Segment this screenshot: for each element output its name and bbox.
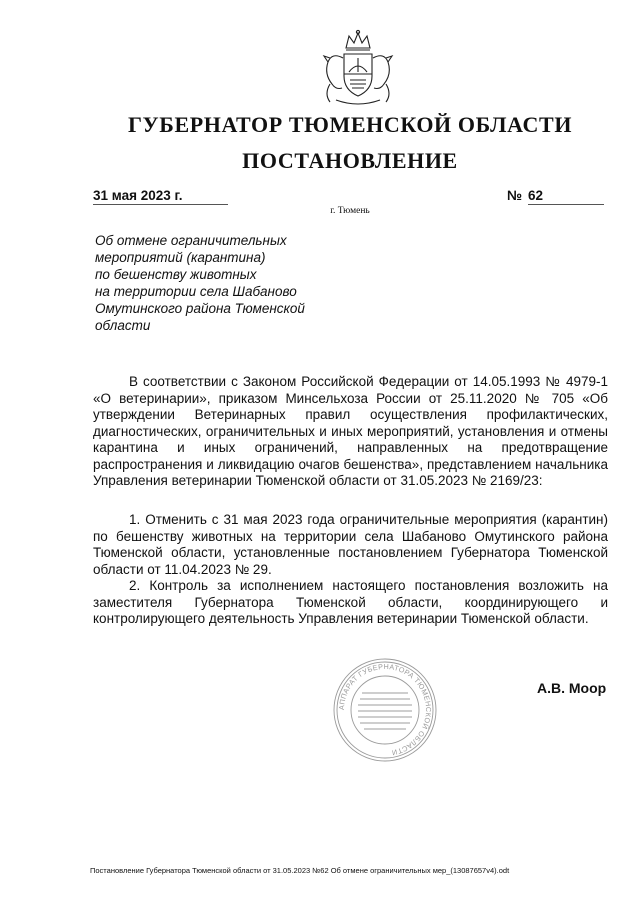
subject-line: Омутинского района Тюменской xyxy=(95,301,305,316)
subject-line: по бешенству животных xyxy=(95,267,257,282)
coat-of-arms-icon xyxy=(316,28,400,108)
document-subject xyxy=(95,232,335,334)
subject-line: на территории села Шабаново xyxy=(95,284,297,299)
subject-line: области xyxy=(95,318,151,333)
document-type-title: ПОСТАНОВЛЕНИЕ xyxy=(242,148,458,173)
body-paragraph-item-2: 2. Контроль за исполнением настоящего постановления возложить на заместителя Губернатора Тюменской области, координирующего и контролирующего деятельность Управления ветеринарии Тюменской области. xyxy=(93,578,608,626)
document-date: 31 мая 2023 г. xyxy=(93,188,228,205)
number-label: № xyxy=(507,188,523,203)
subject-line: Об отмене ограничительных xyxy=(95,233,287,248)
signer-name: А.В. Моор xyxy=(537,680,607,696)
organization-title: ГУБЕРНАТОР ТЮМЕНСКОЙ ОБЛАСТИ xyxy=(127,112,573,137)
subject-line: мероприятий (карантина) xyxy=(95,250,266,265)
city-label: г. Тюмень xyxy=(330,206,370,216)
electronic-signature-stamp-icon xyxy=(332,657,438,763)
body-paragraph-item-1: 1. Отменить с 31 мая 2023 года ограничительные мероприятия (карантин) по бешенству животных на территории села Шабаново Омутинского района Тюменской области, установленные постановлением Губернатора Тюменской области от 11.04.2023 № 29. xyxy=(93,512,608,577)
document-number: 62 xyxy=(528,188,604,205)
footer-file-info: Постановление Губернатора Тюменской области от 31.05.2023 №62 Об отмене ограничительных мер_(13087657v4).odt xyxy=(90,866,510,875)
stamp-text: АППАРАТ ГУБЕРНАТОРА ТЮМЕНСКОЙ ОБЛАСТИ xyxy=(336,661,434,758)
body-paragraph-preamble: В соответствии с Законом Российской Федерации от 14.05.1993 № 4979-1 «О ветеринарии», приказом Минсельхоза России от 25.11.2020 № 705 «Об утверждении Ветеринарных правил осуществления профилактических, диагностических, ограничительных и иных мероприятий, установления и отмены карантина и иных ограничений, направленных на предотвращение распространения и ликвидацию очагов бешенства», представлением начальника Управления ветеринарии Тюменской области от 31.05.2023 № 2169/23: xyxy=(93,374,608,488)
